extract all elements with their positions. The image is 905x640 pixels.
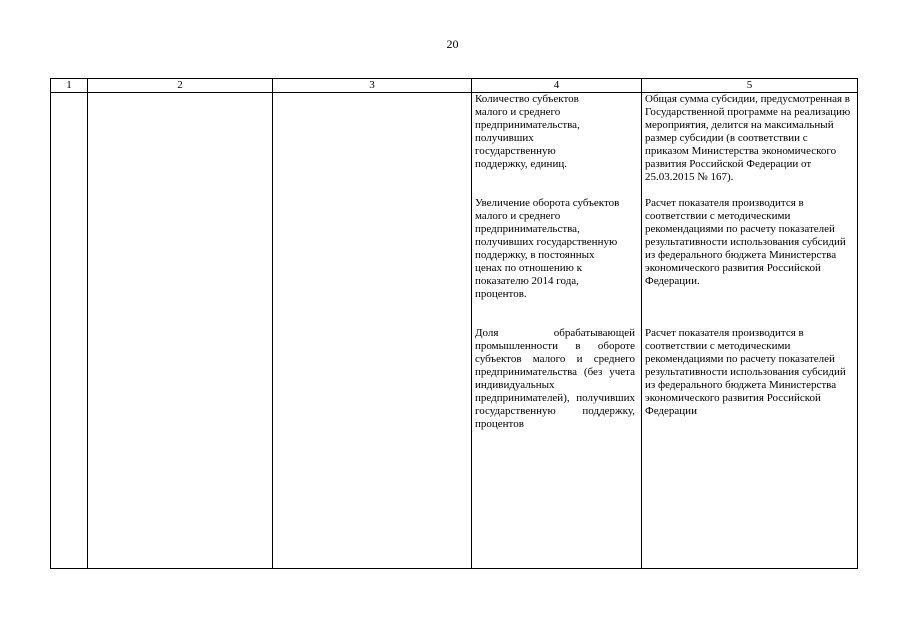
method-turnover-text: Расчет показателя производится в соответствии с методическими рекомендациями по расчету показателей результативности использования субсидий из федерального бюджета Министерства экономического развития Российской Федерации. <box>645 197 846 287</box>
header-col-4: 4 <box>472 79 642 93</box>
cell-col-1 <box>51 93 88 569</box>
indicator-manufacturing-share-text: Доля обрабатывающей промышленности в обороте субъектов малого и среднего предпринимательства (без учета индивидуальных предпринимателей), получивших государственную поддержку, процентов <box>475 327 635 430</box>
indicator-turnover-text: Увеличение оборота субъектов малого и среднего предпринимательства, получивших государственную поддержку, в постоянных ценах по отношению к показателю 2014 года, процентов. <box>475 197 620 300</box>
header-col-2: 2 <box>88 79 273 93</box>
cell-col-3 <box>273 93 472 569</box>
table-row <box>51 93 858 569</box>
method-manufacturing-share-text: Расчет показателя производится в соответствии с методическими рекомендациями по расчету показателей результативности использования субсидий из федерального бюджета Министерства экономического развития Российской Федерации <box>645 327 846 417</box>
indicator-table <box>50 78 858 569</box>
cell-col-5-methods <box>642 93 858 569</box>
method-count-text: Общая сумма субсидии, предусмотренная в Государственной программе на реализацию мероприятия, делится на максимальный размер субсидии (в соответствии с приказом Министерства экономического развития Российской Федерации от 25.03.2015 № 167). <box>645 93 851 183</box>
header-col-3: 3 <box>273 79 472 93</box>
cell-col-4-indicators <box>472 93 642 569</box>
header-col-5: 5 <box>642 79 858 93</box>
page-number: 20 <box>446 37 459 51</box>
header-col-1: 1 <box>51 79 88 93</box>
indicator-count-text: Количество субъектов малого и среднего предпринимательства, получивших государственную поддержку, единиц. <box>475 93 580 170</box>
table-header-row <box>51 79 858 93</box>
cell-col-2 <box>88 93 273 569</box>
